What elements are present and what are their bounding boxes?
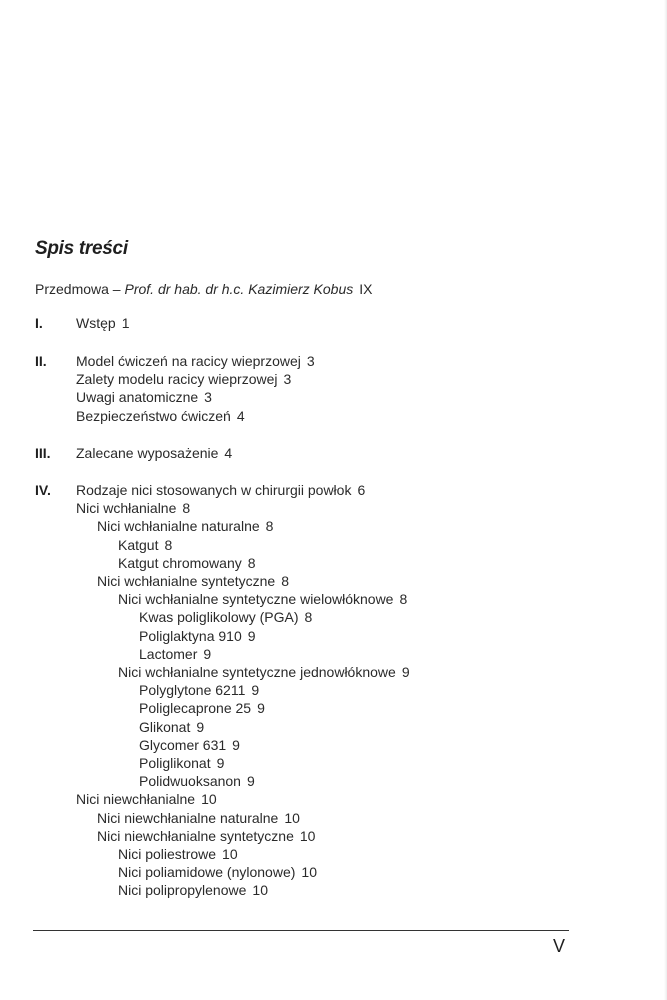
toc-entry-page-number: 4 bbox=[236, 407, 245, 424]
toc-entry-page-number: 3 bbox=[283, 371, 292, 388]
toc-entry[interactable] bbox=[76, 314, 129, 332]
toc-entry-page-number: 8 bbox=[182, 500, 191, 517]
toc-entry[interactable] bbox=[118, 663, 410, 681]
toc-entry[interactable] bbox=[118, 536, 172, 554]
toc-entry-page-number: 8 bbox=[247, 554, 256, 571]
toc-entry-page-number: 1 bbox=[121, 315, 130, 331]
toc-entry[interactable] bbox=[76, 407, 245, 425]
toc-entry-title: Rodzaje nici stosowanych w chirurgii powłok bbox=[76, 482, 352, 498]
toc-entry-page-number: 9 bbox=[232, 736, 240, 753]
toc-entry-page-number: 9 bbox=[216, 755, 225, 771]
toc-entry[interactable] bbox=[139, 718, 204, 736]
toc-entry-page-number: 8 bbox=[304, 609, 313, 626]
toc-entry[interactable] bbox=[76, 481, 365, 499]
toc-entry-page-number: 3 bbox=[204, 389, 212, 406]
toc-entry-title: Uwagi anatomiczne bbox=[76, 389, 199, 406]
preface-label: Przedmowa – bbox=[35, 281, 125, 297]
toc-entry[interactable] bbox=[118, 881, 268, 899]
toc-entry-title: Katgut bbox=[118, 536, 159, 553]
toc-entry-page-number: 10 bbox=[284, 809, 300, 826]
toc-entry-title: Poliglecaprone 25 bbox=[139, 700, 252, 717]
toc-entry-title: Kwas poliglikolowy (PGA) bbox=[139, 609, 299, 626]
toc-entry-page-number: 10 bbox=[301, 864, 317, 881]
toc-entry[interactable] bbox=[76, 444, 232, 462]
toc-entry[interactable] bbox=[118, 845, 238, 863]
preface-author: Prof. dr hab. dr h.c. Kazimierz Kobus bbox=[124, 281, 354, 297]
toc-entry-title: Bezpieczeństwo ćwiczeń bbox=[76, 407, 231, 424]
toc-entry[interactable] bbox=[118, 590, 407, 608]
toc-entry-title: Nici polipropylenowe bbox=[118, 882, 247, 899]
toc-entry[interactable] bbox=[76, 388, 212, 406]
toc-entry[interactable] bbox=[139, 627, 256, 645]
toc-entry-page-number: 8 bbox=[164, 536, 173, 553]
chapter-number: II. bbox=[35, 353, 47, 369]
toc-entry-title: Nici wchłanialne syntetyczne wielowłóknowe bbox=[118, 591, 394, 608]
page-number: V bbox=[553, 936, 566, 956]
toc-entry-page-number: 10 bbox=[299, 827, 316, 844]
toc-entry[interactable] bbox=[139, 772, 255, 790]
toc-entry-title: Nici poliamidowe (nylonowe) bbox=[118, 864, 296, 881]
toc-entry-title: Glikonat bbox=[139, 718, 191, 735]
toc-entry[interactable] bbox=[139, 681, 259, 699]
toc-entry-page-number: 9 bbox=[257, 700, 265, 717]
toc-entry-page-number: 8 bbox=[281, 573, 289, 589]
toc-entry[interactable] bbox=[139, 645, 211, 663]
toc-entry-title: Glycomer 631 bbox=[139, 736, 227, 753]
chapter-number: III. bbox=[35, 445, 51, 461]
toc-entry[interactable] bbox=[118, 863, 317, 881]
toc-entry-title: Poliglaktyna 910 bbox=[139, 627, 242, 644]
toc-entry-page-number: 9 bbox=[203, 645, 212, 662]
toc-entry[interactable] bbox=[139, 608, 312, 626]
toc-entry[interactable] bbox=[139, 699, 265, 717]
footer-rule bbox=[33, 930, 569, 931]
toc-entry-title: Nici niewchłanialne naturalne bbox=[97, 809, 279, 826]
toc-entry-page-number: 8 bbox=[265, 518, 274, 535]
chapter-number: I. bbox=[35, 315, 43, 331]
toc-entry-page-number: 10 bbox=[252, 882, 268, 899]
toc-entry[interactable] bbox=[97, 517, 273, 535]
toc-entry-title: Model ćwiczeń na racicy wieprzowej bbox=[76, 353, 301, 369]
toc-entry-title: Lactomer bbox=[139, 645, 198, 662]
toc-entry[interactable] bbox=[76, 790, 217, 808]
toc-entry-page-number: 10 bbox=[201, 791, 217, 808]
toc-entry-title: Poliglikonat bbox=[139, 755, 211, 771]
toc-entry-title: Nici poliestrowe bbox=[118, 846, 217, 862]
toc-entry-title: Zalety modelu racicy wieprzowej bbox=[76, 371, 278, 388]
toc-entry-title: Nici wchłanialne syntetyczne jednowłóknowe bbox=[118, 664, 396, 680]
toc-entry-title: Wstęp bbox=[76, 315, 116, 331]
toc-entry-page-number: 10 bbox=[222, 846, 238, 862]
toc-entry-page-number: 8 bbox=[399, 591, 408, 608]
toc-entry-page-number: 4 bbox=[224, 445, 233, 461]
toc-entry[interactable] bbox=[76, 352, 315, 370]
toc-entry[interactable] bbox=[139, 754, 224, 772]
toc-entry[interactable] bbox=[76, 499, 190, 517]
toc-entry-title: Nici wchłanialne syntetyczne bbox=[97, 573, 276, 589]
toc-entry[interactable] bbox=[97, 572, 289, 590]
toc-entry-page-number: 9 bbox=[196, 718, 205, 735]
toc-entry-page-number: 6 bbox=[357, 482, 366, 498]
toc-entry-page-number: 9 bbox=[251, 682, 260, 699]
toc-entry-title: Nici niewchłanialne bbox=[76, 791, 196, 808]
toc-entry-page-number: 9 bbox=[401, 664, 410, 680]
toc-entry[interactable] bbox=[139, 736, 240, 754]
toc-entry-title: Zalecane wyposażenie bbox=[76, 445, 219, 461]
toc-entry-title: Nici wchłanialne naturalne bbox=[97, 518, 260, 535]
toc-entry[interactable] bbox=[76, 370, 291, 388]
chapter-number: IV. bbox=[35, 482, 51, 498]
toc-entry-title: Katgut chromowany bbox=[118, 554, 242, 571]
toc-entry-title: Polyglytone 6211 bbox=[139, 682, 246, 699]
page-title: Spis treści bbox=[35, 238, 128, 259]
toc-entry-title: Nici niewchłanialne syntetyczne bbox=[97, 827, 294, 844]
toc-entry-page-number: 3 bbox=[306, 353, 315, 369]
preface-page-number: IX bbox=[359, 281, 373, 297]
toc-preface-entry[interactable] bbox=[35, 281, 372, 297]
toc-entry-title: Polidwuoksanon bbox=[139, 773, 241, 790]
toc-entry-page-number: 9 bbox=[247, 627, 256, 644]
toc-entry[interactable] bbox=[97, 827, 315, 845]
toc-entry[interactable] bbox=[97, 809, 300, 827]
toc-entry-page-number: 9 bbox=[246, 773, 255, 790]
toc-entry[interactable] bbox=[118, 554, 256, 572]
toc-entry-title: Nici wchłanialne bbox=[76, 500, 177, 517]
